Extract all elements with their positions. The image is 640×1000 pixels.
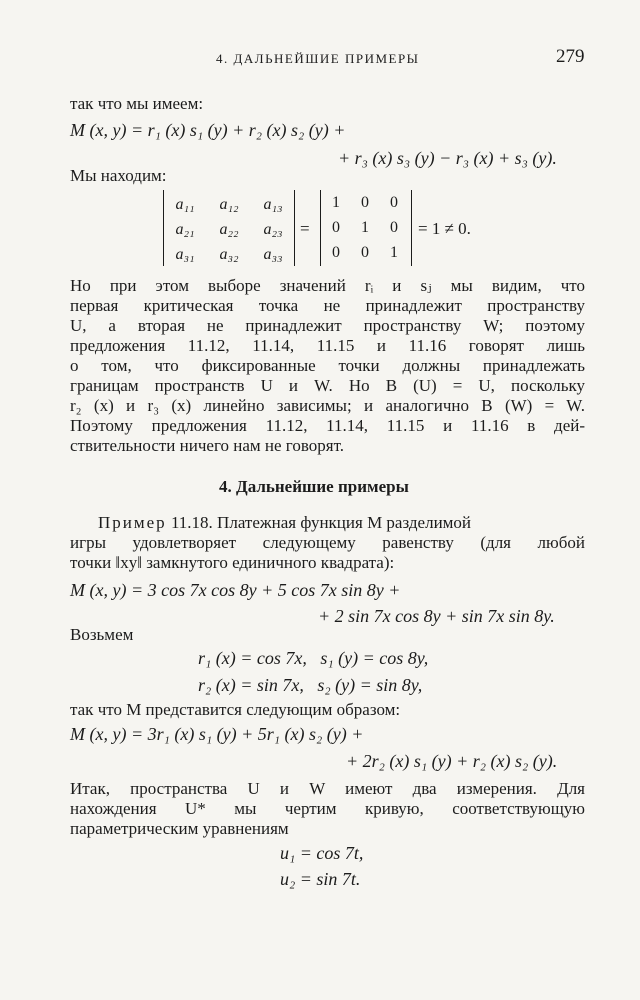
- parametric-eq-2: u₂ = sin 7t.: [280, 869, 361, 889]
- paragraph-1-line: о том, что фиксированные точки должны принадлежать: [70, 356, 585, 375]
- det-a-23: a₂₃: [263, 221, 283, 238]
- equation-2-line-1: M (x, y) = 3 cos 7x cos 8y + 5 cos 7x sin 8y +: [70, 580, 401, 600]
- paragraph-2-line: параметрическим уравнениям: [70, 819, 289, 838]
- det-a-21: a₂₁: [175, 221, 195, 238]
- det-i-12: 0: [361, 194, 369, 211]
- det-i-11: 1: [332, 194, 340, 211]
- example-line-1-rest: 11.18. Платежная функция M разделимой: [170, 513, 472, 532]
- det-a-31: a₃₁: [175, 246, 195, 263]
- det-i-22: 1: [361, 219, 369, 236]
- det-i-32: 0: [361, 244, 369, 261]
- page-number: 279: [556, 46, 585, 67]
- paragraph-1-line: ствительности ничего нам не говорят.: [70, 436, 344, 455]
- equation-1-line-1: M (x, y) = r₁ (x) s₁ (y) + r₂ (x) s₂ (y) +: [70, 120, 346, 140]
- det-i-21: 0: [332, 219, 340, 236]
- intro-text: так что мы имеем:: [70, 94, 204, 113]
- equation-1-line-2: + r₃ (x) s₃ (y) − r₃ (x) + s₃ (y).: [338, 148, 557, 168]
- paragraph-1-line: r₂ (x) и r₃ (x) линейно зависимы; и аналогично B (W) = W.: [70, 396, 585, 415]
- det-a-22: a₂₂: [219, 221, 239, 238]
- det-result: = 1 ≠ 0.: [418, 219, 471, 238]
- det-i-31: 0: [332, 244, 340, 261]
- paragraph-2-line: нахождения U* мы чертим кривую, соответствующую: [70, 799, 585, 818]
- equation-2-line-2: + 2 sin 7x cos 8y + sin 7x sin 8y.: [318, 606, 555, 626]
- det-a-12: a₁₂: [219, 196, 239, 213]
- definition-line-1: r₁ (x) = cos 7x, s₁ (y) = cos 8y,: [198, 648, 429, 668]
- paragraph-1-line: Но при этом выборе значений rᵢ и sⱼ мы видим, что: [70, 276, 585, 295]
- equation-3-line-1: M (x, y) = 3r₁ (x) s₁ (y) + 5r₁ (x) s₂ (y) +: [70, 724, 364, 744]
- we-find-text: Мы находим:: [70, 166, 167, 185]
- example-line-1: [98, 513, 471, 533]
- paragraph-1-line: предложения 11.12, 11.14, 11.15 и 11.16 говорят лишь: [70, 336, 585, 355]
- example-line-2: игры удовлетворяет следующему равенству (для любой: [70, 533, 585, 552]
- det-i-13: 0: [390, 194, 398, 211]
- running-header: 4. ДАЛЬНЕЙШИЕ ПРИМЕРЫ: [216, 51, 420, 66]
- paragraph-1-line: Поэтому предложения 11.12, 11.14, 11.15 и 11.16 в дей-: [70, 416, 585, 435]
- paragraph-1-line: U, а вторая не принадлежит пространству W; поэтому: [70, 316, 585, 335]
- det-a-33: a₃₃: [263, 246, 283, 263]
- example-label: Пример: [98, 513, 167, 532]
- paragraph-2-line: Итак, пространства U и W имеют два измерения. Для: [70, 779, 585, 798]
- so-that-text: так что M представится следующим образом:: [70, 700, 401, 719]
- parametric-eq-1: u₁ = cos 7t,: [280, 843, 364, 863]
- definition-line-2: r₂ (x) = sin 7x, s₂ (y) = sin 8y,: [198, 675, 423, 695]
- det-i-33: 1: [390, 244, 398, 261]
- det-a-11: a₁₁: [175, 196, 195, 213]
- det-equals: =: [300, 219, 310, 238]
- equation-3-line-2: + 2r₂ (x) s₁ (y) + r₂ (x) s₂ (y).: [346, 751, 558, 771]
- example-line-3: точки ‖xy‖ замкнутого единичного квадрата):: [70, 553, 395, 572]
- paragraph-1-line: границам пространств U и W. Но B (U) = U, поскольку: [70, 376, 585, 395]
- det-a-32: a₃₂: [219, 246, 239, 263]
- take-text: Возьмем: [70, 625, 134, 644]
- section-heading: 4. Дальнейшие примеры: [219, 477, 409, 496]
- det-i-23: 0: [390, 219, 398, 236]
- det-a-13: a₁₃: [263, 196, 283, 213]
- paragraph-1-line: первая критическая точка не принадлежит пространству: [70, 296, 585, 315]
